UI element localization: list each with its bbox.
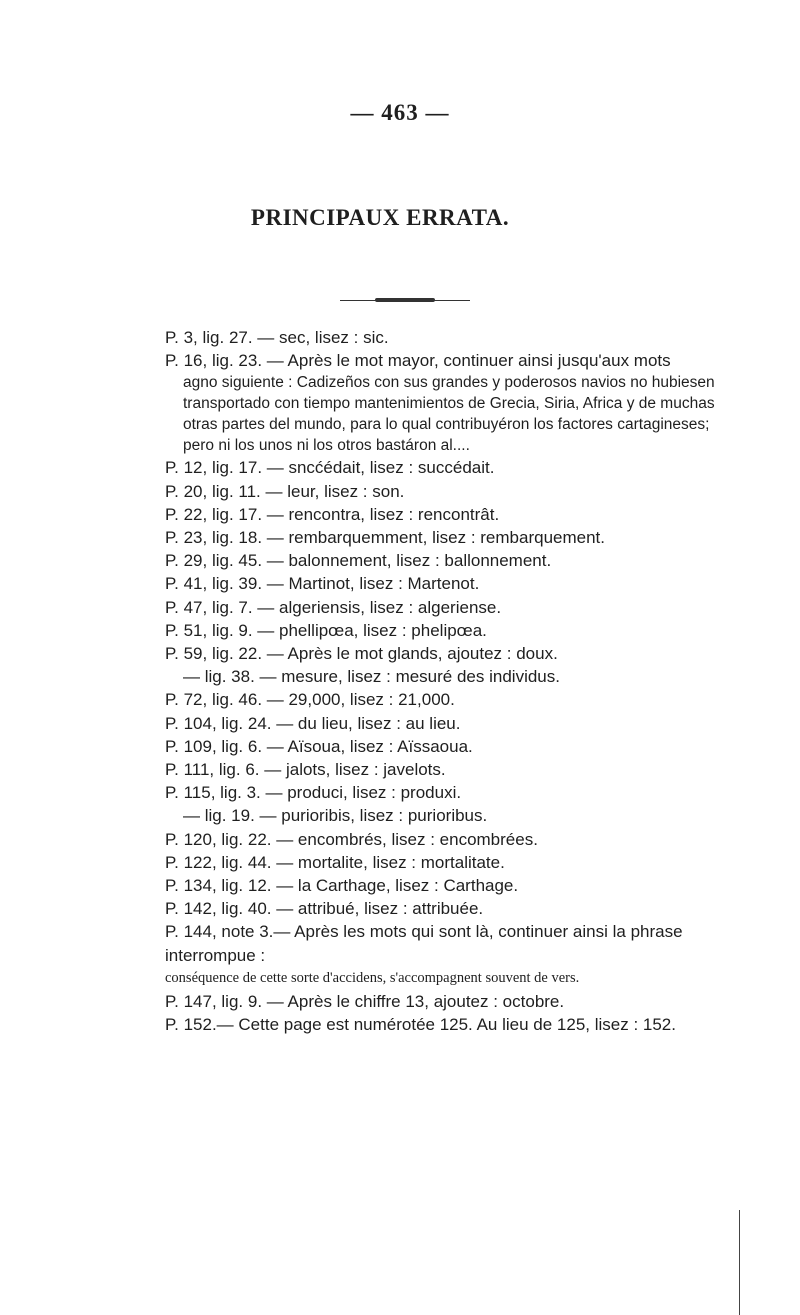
errata-entry: [165, 851, 725, 874]
errata-entry: [165, 712, 725, 735]
errata-entry: [165, 549, 725, 572]
errata-entry: [165, 619, 725, 642]
errata-entry: [165, 456, 725, 479]
errata-entry: [165, 526, 725, 549]
page-number: — 463 —: [350, 100, 450, 125]
errata-entry: [165, 642, 725, 665]
errata-entry-text: — lig. 38. — mesure, lisez : mesuré des individus.: [183, 667, 560, 687]
page-edge-mark: [739, 1210, 740, 1315]
errata-entry-text: P. 72, lig. 46. — 29,000, lisez : 21,000.: [165, 690, 455, 710]
errata-entry-continuation: agno siguiente : Cadizeños con sus grandes y poderosos navios no hubiesen transportado con tiempo mantenimientos de Grecia, Siria, Africa y de muchas otras partes del mundo, para lo qual contribuyéron los factores cartagineses; pero ni los unos ni los otros bastáron al....: [183, 374, 715, 455]
errata-entry: [165, 967, 725, 990]
errata-entry: [165, 665, 725, 688]
errata-entry: [165, 897, 725, 920]
errata-entry: [165, 1013, 725, 1036]
errata-entry-text: P. 122, lig. 44. — mortalite, lisez : mortalitate.: [165, 852, 505, 872]
errata-entry-text: P. 115, lig. 3. — produci, lisez : produxi.: [165, 783, 462, 803]
errata-entry-text: P. 109, lig. 6. — Aïsoua, lisez : Aïssaoua.: [165, 736, 473, 756]
errata-entry: [165, 804, 725, 827]
errata-entry-text: P. 134, lig. 12. — la Carthage, lisez : Carthage.: [165, 876, 519, 896]
errata-entry: [165, 920, 725, 966]
errata-entry-text: P. 147, lig. 9. — Après le chiffre 13, ajoutez : octobre.: [165, 992, 565, 1012]
errata-entry-text: P. 22, lig. 17. — rencontra, lisez : rencontrât.: [165, 504, 500, 524]
decorative-rule: [340, 300, 470, 301]
errata-entry: [165, 990, 725, 1013]
errata-entry-text: P. 104, lig. 24. — du lieu, lisez : au lieu.: [165, 713, 461, 733]
errata-entry: [165, 572, 725, 595]
errata-entry: [165, 828, 725, 851]
errata-entry: [165, 781, 725, 804]
errata-entry-text: P. 23, lig. 18. — rembarquemment, lisez : rembarquement.: [165, 528, 605, 548]
errata-entry-text: P. 142, lig. 40. — attribué, lisez : attribuée.: [165, 899, 484, 919]
errata-entry: [165, 874, 725, 897]
errata-entry-text: P. 16, lig. 23. — Après le mot mayor, continuer ainsi jusqu'aux mots: [165, 351, 671, 371]
errata-entry: [165, 758, 725, 781]
errata-entry-text: P. 152.— Cette page est numérotée 125. Au lieu de 125, lisez : 152.: [165, 1015, 676, 1035]
errata-entry-text: P. 120, lig. 22. — encombrés, lisez : encombrées.: [165, 829, 538, 849]
errata-entry-text: P. 20, lig. 11. — leur, lisez : son.: [165, 481, 405, 501]
page-title: PRINCIPAUX ERRATA.: [250, 205, 510, 230]
errata-entry-text: P. 12, lig. 17. — sncćédait, lisez : succédait.: [165, 458, 495, 478]
errata-entry: [165, 503, 725, 526]
errata-entry: [165, 596, 725, 619]
errata-entry-text: P. 29, lig. 45. — balonnement, lisez : ballonnement.: [165, 551, 552, 571]
errata-list: [165, 326, 725, 1036]
errata-entry-text: P. 51, lig. 9. — phellipœa, lisez : phelipœa.: [165, 620, 487, 640]
errata-entry-text: — lig. 19. — purioribis, lisez : purioribus.: [183, 806, 488, 826]
errata-entry: [165, 688, 725, 711]
errata-entry-text: P. 47, lig. 7. — algeriensis, lisez : algeriense.: [165, 597, 502, 617]
errata-entry-text: P. 111, lig. 6. — jalots, lisez : javelots.: [165, 760, 446, 780]
errata-entry-text: P. 3, lig. 27. — sec, lisez : sic.: [165, 328, 389, 347]
errata-entry: [165, 480, 725, 503]
errata-entry-text: P. 41, lig. 39. — Martinot, lisez : Martenot.: [165, 574, 480, 594]
errata-entry-text: P. 59, lig. 22. — Après le mot glands, ajoutez : doux.: [165, 644, 558, 664]
errata-entry: [165, 349, 725, 456]
errata-entry: [165, 326, 725, 349]
errata-entry-text: conséquence de cette sorte d'accidens, s'accompagnent souvent de vers.: [165, 969, 580, 986]
errata-entry: [165, 735, 725, 758]
errata-entry-text: P. 144, note 3.— Après les mots qui sont là, continuer ainsi la phrase interrompue :: [165, 922, 683, 965]
